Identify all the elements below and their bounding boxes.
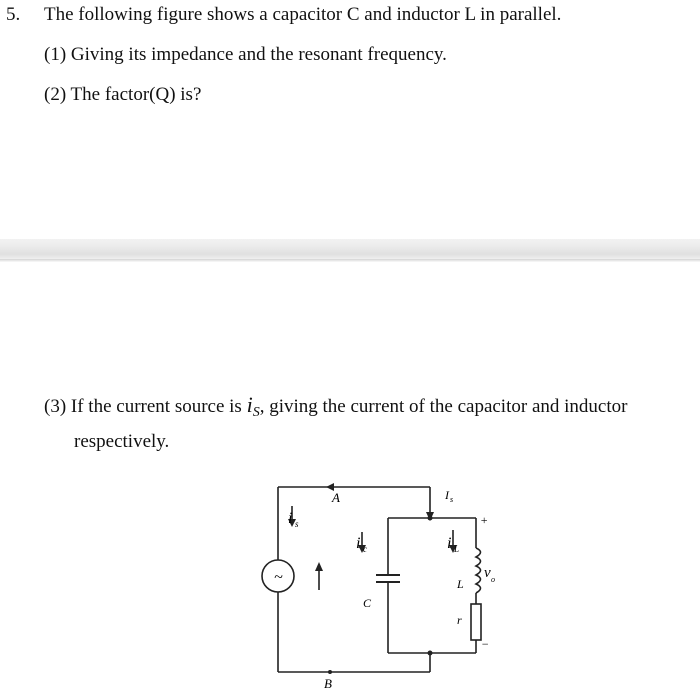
source-arrow-head <box>315 562 323 571</box>
node-dot-bottom <box>428 651 433 656</box>
circuit-diagram <box>240 478 500 690</box>
output-voltage-sub: o <box>491 575 495 584</box>
question-part-3-continuation: respectively. <box>74 431 170 452</box>
source-current-sub: s <box>295 519 299 529</box>
node-dot-top <box>428 516 433 521</box>
source-current-label: i <box>288 510 293 527</box>
question-number: 5. <box>6 4 21 25</box>
page-divider <box>0 239 700 261</box>
question-part-1: (1) Giving its impedance and the resonant frequency. <box>44 44 447 65</box>
capacitor-current-sub: c <box>363 544 367 554</box>
inductor-current-sub: L <box>454 544 460 554</box>
capacitor-label: C <box>363 596 372 610</box>
top-current-label: I <box>445 488 449 502</box>
resistor-label: r <box>457 613 462 627</box>
inductor-label: L <box>457 577 464 591</box>
question-text: The following figure shows a capacitor C and inductor L in parallel. <box>44 4 562 25</box>
node-dot-b <box>328 670 332 674</box>
top-current-sub: s <box>450 495 454 504</box>
output-voltage-label: v <box>484 565 491 581</box>
part3-prefix: (3) If the current source is <box>44 396 242 417</box>
current-source-subscript: S <box>252 405 260 420</box>
question-part-3 <box>44 392 627 421</box>
current-source-symbol: i <box>246 392 253 417</box>
resistor-rect <box>471 604 481 640</box>
inductor-current-label: i <box>447 535 452 552</box>
capacitor-current-label: i <box>356 535 361 552</box>
part3-suffix: , giving the current of the capacitor and inductor <box>259 396 628 417</box>
ac-source-symbol: ~ <box>274 569 283 586</box>
minus-sign: − <box>481 637 490 651</box>
node-b-label: B <box>324 676 332 690</box>
page-divider-shadow <box>0 259 700 262</box>
node-a-label: A <box>332 490 340 505</box>
plus-sign: + <box>480 513 489 527</box>
inductor-coil <box>476 548 481 593</box>
question-part-2: (2) The factor(Q) is? <box>44 84 202 105</box>
